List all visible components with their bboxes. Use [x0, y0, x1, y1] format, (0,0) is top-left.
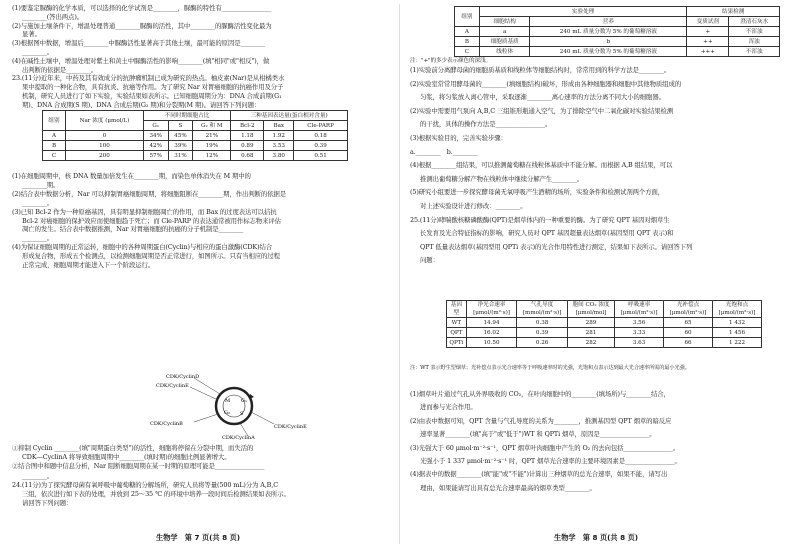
table-cell: 0.38: [517, 318, 568, 328]
table-row: [447, 328, 762, 338]
text-line: 24.(11分)为了探究酵母菌有氧呼吸中葡萄糖的分解场所，研究人员将等量(500 mL)分为 A,B,C: [12, 480, 279, 489]
table-cell: 60: [664, 328, 713, 338]
table-cell: 45%: [168, 131, 193, 141]
text-line: (2)由表中数据可知，QPT 含量与气孔导度的关系为________，推测基因型 QPT 烟草的暗反应: [410, 416, 672, 425]
table-cell: 12%: [193, 151, 231, 161]
table-cell: 0.39: [294, 141, 348, 151]
th-phase: 不同时期细胞占比: [143, 111, 230, 121]
th-treatment: 实验处理: [479, 7, 686, 17]
diag-phase-m: M: [225, 398, 231, 404]
table-cell: 0.68: [231, 151, 264, 161]
table-cell: 1 456: [712, 328, 761, 338]
qpt-header-cell: 呼吸速率 [μmol/(m²·s)]: [615, 301, 664, 318]
yeast-table-note: 注："+"的多少表示颜色的深浅。: [410, 58, 491, 64]
table-cell: QPT: [447, 328, 467, 338]
table-cell: 21%: [193, 131, 231, 141]
th-structure: 细胞结构: [479, 17, 530, 27]
text-line: (3)根据图中数据，增温后________中脲酶活性显著高于其他土壤，最可能的原因是________: [12, 39, 266, 48]
table-cell: 16.02: [466, 328, 517, 338]
table-cell: 不浑浊: [729, 47, 780, 57]
table-row: [455, 47, 780, 57]
table-cell: 200: [66, 151, 144, 161]
text-line: 形成复合物，形成五个检测点，以检测细胞周期是否正常进行，如图所示。只有当相应的过程: [22, 252, 280, 261]
text-line: 机制，研究人员进行了如下实验，实验结果如表所示。已知细胞周期分为：DNA 合成前期(G₁: [22, 92, 282, 100]
table-cell: 0: [66, 131, 144, 141]
th-g2m: G₂ 和 M: [193, 121, 231, 131]
text-line: 请回答下列问题：: [22, 499, 73, 508]
text-line: 推测出葡萄糖分解产物在线粒体中继续分解产生________。: [420, 174, 584, 183]
text-line: ________。: [22, 471, 54, 480]
nar-table: [42, 110, 348, 161]
th-cleparp: Cle-PARP: [294, 121, 348, 131]
th-yeast-group: 组别: [455, 7, 480, 27]
qpt-header-cell: 气孔导度 [mmol/(m²·s)]: [517, 301, 568, 318]
text-line: 出判断的依据是________。: [22, 65, 98, 74]
text-line: (1)要鉴定脲酶的化学本质，可以选择的化学试剂是________，脲酶的特性有________________: [12, 4, 272, 12]
cycle-ring: [216, 388, 252, 424]
text-line: 问题：: [420, 256, 439, 265]
text-line: 三组，依次进行如下表的处理，并放到 25～35 ℃ 的环境中培养一段时间后检测结果如表所示。: [22, 490, 290, 498]
th-nar: Nar 浓度 (μmol/L): [66, 111, 144, 131]
leader-1: [194, 378, 220, 394]
table-cell: a: [479, 27, 530, 37]
text-line: (4)据表中的数据________(填"能"或"不能")计算出三种烟草的总光合速率，如果不能，请写出: [410, 470, 668, 479]
text-line: 期)、DNA 合成期(S 期)、DNA 合成后期(G₂ 期)和分裂期(M 期)。请回答下列问题：: [22, 100, 261, 109]
table-cell: 1.92: [264, 131, 294, 141]
text-line: CDK—CyclinA 将导致细胞周期中________(填时期)的细胞比例显著增大。: [22, 453, 231, 462]
text-line: 长发育及光合特征指标的影响，研究人员对 QPT 基因超量表达烟草(基因型用 QPT 表示)和: [420, 229, 674, 238]
table-cell: A: [43, 131, 66, 141]
th-limewater: 澄清石灰水: [729, 17, 780, 27]
table-cell: 0.26: [517, 338, 568, 348]
th-result: 结果检测: [687, 7, 780, 17]
table-cell: 3.53: [264, 141, 294, 151]
text-line: ________。: [22, 234, 54, 243]
right-page: [404, 0, 796, 551]
table-cell: QPTi: [447, 338, 467, 348]
diag-phase-g2: G₂: [224, 410, 230, 416]
text-line: 正常完成，细胞周期才能进入下一个阶段运行。: [22, 261, 155, 269]
table-cell: 281: [567, 328, 614, 338]
text-line: 果中提取的一种化合物，具有抗炎、抗癌等作用。为了研究 Nar 对胃癌细胞的抗癌作用及分子: [22, 83, 284, 92]
table-cell: 0.89: [231, 141, 264, 151]
table-cell: +++: [687, 47, 729, 57]
leader-5: [251, 412, 274, 424]
diag-label-cycd: CDK/CyclinD: [166, 374, 200, 380]
leader-2: [190, 387, 218, 400]
text-line: 25.(11分)哮喘酸核糖磷酸酶(QPT)是烟草体内的一种重要的酶。为了研究 QPT 基因对烟草生: [410, 215, 670, 224]
text-line: (5)研究小组要进一步探究酵母菌无氧呼吸产生酒精的场所，实验条件和检测试剂两个方面，: [410, 188, 665, 197]
text-line: QPT 低量表达烟草(基因型用 QPTi 表示)的光合作用特性进行测定，结果如下表所示。请回答下列: [420, 242, 693, 251]
text-line: (1)在细胞周期中，核 DNA 数量加倍发生在________期，而染色单体消失在 M 期中的: [12, 172, 251, 180]
table-cell: WT: [447, 318, 467, 328]
table-cell: 0.39: [517, 328, 568, 338]
table-row: [43, 131, 348, 141]
leader-3: [194, 414, 218, 422]
table-cell: 0.51: [294, 151, 348, 161]
text-line: (3)已知 Bcl-2 作为一种原癌基因，具有明显抑制细胞凋亡的作用，而 Bax 的过度表达可以拮抗: [12, 207, 277, 216]
table-cell: 线粒体: [479, 47, 530, 57]
qpt-header-cell: 胞间 CO₂ 浓度 [μmol/mol]: [567, 301, 614, 318]
th-genes: 三种基因表达量(蛋白相对含量): [231, 111, 348, 121]
text-line: (2)结合表中数据分析，Nar 可以抑制胃癌细胞周期，将细胞阻断在________期，作出判断的依据是: [12, 189, 287, 198]
table-row: [455, 27, 780, 37]
table-cell: 31%: [168, 151, 193, 161]
text-line: (2)与施加土壤条件下，增温处理普通________脲酶的活性，其中________的脲酶活性变化最为: [12, 21, 272, 30]
table-cell: ++: [687, 37, 729, 47]
table-cell: 浑浊: [729, 37, 780, 47]
text-line: Bcl-2 对癌细胞的保护效应而使细胞趋于死亡；而 Cle-PARP 的表达通常被用作标志物来评估: [22, 216, 281, 225]
text-line: ________。: [22, 198, 54, 207]
text-line: ________(答出两点)。: [22, 12, 84, 21]
table-cell: 3.80: [264, 151, 294, 161]
table-cell: 240 mL 质量分数为 5% 的葡萄糖溶液: [530, 47, 687, 57]
table-cell: 1.18: [231, 131, 264, 141]
text-line: 的干扰，具体的操作方法是________________。: [420, 120, 552, 129]
table-cell: 1 222: [712, 338, 761, 348]
text-line: (3)根据实验目的，完善实验步骤：: [410, 134, 507, 142]
table-cell: 240 mL 质量分数为 5% 的葡萄糖溶液: [530, 27, 687, 37]
table-cell: 42%: [143, 141, 168, 151]
table-cell: 19%: [193, 141, 231, 151]
table-cell: 289: [567, 318, 614, 328]
diag-label-cyca: CDK/CyclinA: [222, 435, 255, 440]
left-page: [6, 0, 398, 551]
table-cell: 3.33: [615, 328, 664, 338]
text-line: (4)根据________组结果，可以推测葡萄糖在线粒体基质中不能分解。而根据 A,B 组结果，可以: [410, 161, 673, 170]
text-line: a.________ b.________: [410, 147, 478, 156]
diag-label-cycb: CDK/CyclinB: [150, 421, 183, 427]
table-row: [455, 37, 780, 47]
page-divider: [399, 4, 400, 544]
diag-phase-g1: G₁: [241, 398, 247, 404]
table-row: [43, 151, 348, 161]
th-g1: G₁: [143, 121, 168, 131]
table-cell: 34%: [143, 131, 168, 141]
text-line: (2)实验中需要用气泵向 A,B,C 三组锥形瓶通入空气，为了排除空气中二氧化碳对实验结果检测: [410, 106, 674, 115]
th-bcl2: Bcl-2: [231, 121, 264, 131]
text-line: 匀浆，将匀浆放入离心管中，采取逐渐________离心速率的方法分离不同大小的细胞器。: [420, 93, 665, 102]
table-cell: 细胞质基质: [479, 37, 530, 47]
th-reagent: 变质试剂: [687, 17, 729, 27]
qpt-header-cell: 净光合速率 [μmol/(m²·s)]: [466, 301, 517, 318]
text-line: (4)在碱性土壤中，增温处理对紫土和黄土中脲酶活性的影响________(填"相同"或"相反")，做: [12, 56, 270, 65]
table-cell: 3.56: [615, 318, 664, 328]
right-footer: 生物学 第 8 页(共 8 页): [554, 533, 639, 542]
table-row: [43, 141, 348, 151]
cell-cycle-diagram: [136, 372, 336, 440]
table-cell: +: [687, 27, 729, 37]
left-footer: 生物学 第 7 页(共 8 页): [156, 533, 241, 542]
table-cell: 0.18: [294, 131, 348, 141]
text-line: 进而参与光合作用。: [420, 403, 477, 412]
table-cell: B: [43, 141, 66, 151]
text-line: 理由，如果能请写出具有总光合速率最高的烟草类型________。: [420, 483, 596, 492]
qpt-header-cell: 基因型: [447, 301, 467, 318]
table-cell: 10.50: [466, 338, 517, 348]
th-bax: Bax: [264, 121, 294, 131]
text-line: 光强小于 1 337 μmol·m⁻²·s⁻¹ 时，QPT 烟草光合速率的主要环境因素是________________。: [420, 457, 681, 465]
text-line: ①抑制 Cyclin ________(填"周期蛋白类型")的活性，细胞将停留在分裂中期，而失活的: [12, 444, 254, 452]
table-cell: 66: [664, 338, 713, 348]
diag-label-cyce2: CDK/CyclinE: [274, 424, 307, 430]
table-cell: C: [43, 151, 66, 161]
text-line: (4)为保证细胞周期的正常运转，细胞中的各种周期蛋白(Cyclin)与相应的蛋白激酶(CDK)结合: [12, 243, 273, 252]
table-cell: 39%: [168, 141, 193, 151]
text-line: 速率显著________(填"高于"或"低于")WT 和 QPTi 烟草，原因是________________。: [420, 430, 656, 439]
table-cell: C: [455, 47, 480, 57]
table-cell: 1 432: [712, 318, 761, 328]
table-cell: 65: [664, 318, 713, 328]
th-group: 组别: [43, 111, 66, 131]
qpt-table: [446, 300, 762, 348]
table-cell: 不浑浊: [729, 27, 780, 37]
text-line: ________。: [22, 48, 54, 56]
table-row: [447, 318, 762, 328]
table-cell: 3.63: [615, 338, 664, 348]
th-nutrition: 营养: [530, 17, 687, 27]
diag-phase-s: S: [240, 411, 244, 417]
th-s: S: [168, 121, 193, 131]
qpt-header-cell: 光饱和点 [μmol/(m²·s)]: [712, 301, 761, 318]
yeast-table: [454, 6, 780, 57]
text-line: (1)实验前分离酵母菌的细胞质基质和线粒体等细胞结构时，常常用到的科学方法是________。: [410, 66, 670, 74]
table-cell: 14.94: [466, 318, 517, 328]
text-line: (1)烟草叶片通过气孔从外界吸收的 CO₂，在叶肉细胞中的________(填场所)与________结合，: [410, 390, 670, 398]
diag-label-cyce1: CDK/CyclinE: [156, 383, 189, 389]
qpt-header-cell: 光补偿点 [μmol/(m²·s)]: [664, 301, 713, 318]
text-line: ②结合图中和题中信息分析，Nar 阻断细胞周期在某一时期的原理可能是________________: [12, 462, 265, 471]
text-line: 23.(11分)近年来，中药及其有效成分的抗肿瘤机制已成为研究的热点。柚皮素(Nar)是从柑橘类水: [12, 74, 285, 83]
table-cell: 100: [66, 141, 144, 151]
table-cell: 57%: [143, 151, 168, 161]
table-cell: 282: [567, 338, 614, 348]
text-line: 对上述实验设计进行修改：________。: [420, 202, 527, 210]
table-row: [447, 338, 762, 348]
text-line: 显著。: [22, 30, 41, 39]
text-line: ________期。: [22, 180, 60, 189]
text-line: (3)光强大于 60 μmol·m⁻²·s⁻¹，QPT 烟草叶肉细胞中产生的 O₂ 的去向包括________________。: [410, 443, 680, 452]
text-line: (2)实验室常常用酵母菌的________(填细胞结构)破坏，形成由各种细胞器和细胞中其他物质组成的: [410, 79, 682, 88]
qpt-table-note: 注：WT 表示野生型烟草；光补偿点表示光合速率等于呼吸速率时的光强，光饱和点表示达到最大光合速率所需的最小光强。: [410, 365, 690, 371]
table-cell: A: [455, 27, 480, 37]
table-cell: b: [530, 37, 687, 47]
table-cell: B: [455, 37, 480, 47]
text-line: 凋亡的发生。结合表中数据推测，Nar 对胃癌细胞的抗癌的分子机制是________: [22, 225, 244, 234]
